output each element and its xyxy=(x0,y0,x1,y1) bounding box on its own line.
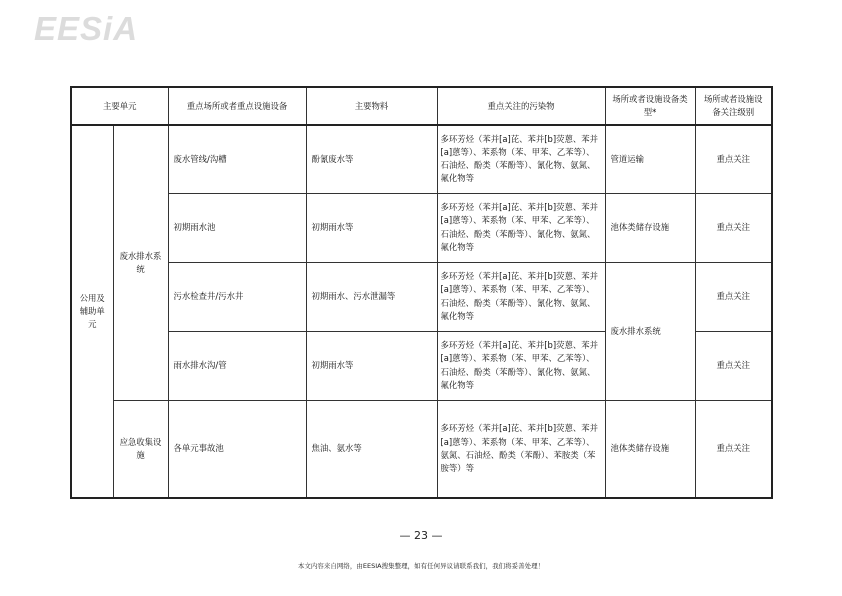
pollutants-cell: 多环芳烃（苯并[a]芘、苯并[b]荧蒽、苯并[a]蒽等）、苯系物（苯、甲苯、乙苯等）、石油烃、酚类（苯酚等）、氰化物、氨氮、氟化物等 xyxy=(437,262,605,331)
table-row xyxy=(71,400,772,498)
pollutants-cell: 多环芳烃（苯并[a]芘、苯并[b]荧蒽、苯并[a]蒽等）、苯系物（苯、甲苯、乙苯等）、石油烃、酚类（苯酚等）、氰化物、氨氮、氟化物等 xyxy=(437,331,605,400)
pollutant-table xyxy=(70,86,773,499)
level-cell: 重点关注 xyxy=(695,125,772,193)
table-row xyxy=(71,125,772,193)
level-cell: 重点关注 xyxy=(695,193,772,262)
facility-cell: 初期雨水池 xyxy=(168,193,306,262)
header-pollutants: 重点关注的污染物 xyxy=(437,87,605,125)
unit-level1-cell: 公用及辅助单元 xyxy=(71,125,113,498)
header-attention-level: 场所或者设施设备关注级别 xyxy=(695,87,772,125)
material-cell: 酚氰废水等 xyxy=(306,125,437,193)
type-cell: 池体类储存设施 xyxy=(605,193,695,262)
material-cell: 初期雨水等 xyxy=(306,331,437,400)
pollutants-cell: 多环芳烃（苯并[a]芘、苯并[b]荧蒽、苯并[a]蒽等）、苯系物（苯、甲苯、乙苯等）、氨氮、石油烃、酚类（苯酚）、苯胺类（苯胺等）等 xyxy=(437,400,605,498)
level-cell: 重点关注 xyxy=(695,262,772,331)
page-number: — 23 — xyxy=(399,529,443,542)
facility-cell: 污水检查井/污水井 xyxy=(168,262,306,331)
level-cell: 重点关注 xyxy=(695,331,772,400)
facility-cell: 废水管线/沟槽 xyxy=(168,125,306,193)
header-row xyxy=(71,87,772,125)
pollutants-cell: 多环芳烃（苯并[a]芘、苯并[b]荧蒽、苯并[a]蒽等）、苯系物（苯、甲苯、乙苯等）、石油烃、酚类（苯酚等）、氰化物、氨氮、氟化物等 xyxy=(437,125,605,193)
material-cell: 初期雨水、污水泄漏等 xyxy=(306,262,437,331)
material-cell: 初期雨水等 xyxy=(306,193,437,262)
facility-cell: 雨水排水沟/管 xyxy=(168,331,306,400)
header-facility-type: 场所或者设施设备类型* xyxy=(605,87,695,125)
group-emergency-cell: 应急收集设施 xyxy=(113,400,168,498)
pollutants-cell: 多环芳烃（苯并[a]芘、苯并[b]荧蒽、苯并[a]蒽等）、苯系物（苯、甲苯、乙苯等）、石油烃、酚类（苯酚等）、氰化物、氨氮、氟化物等 xyxy=(437,193,605,262)
table-row xyxy=(71,193,772,262)
group-wastewater-cell: 废水排水系统 xyxy=(113,125,168,400)
level-cell: 重点关注 xyxy=(695,400,772,498)
facility-cell: 各单元事故池 xyxy=(168,400,306,498)
header-material: 主要物料 xyxy=(306,87,437,125)
header-main-unit: 主要单元 xyxy=(71,87,168,125)
type-cell: 管道运输 xyxy=(605,125,695,193)
footer-notice: 本文内容来自网络，由EESIA搜集整理，如有任何异议请联系我们，我们将妥善处理！ xyxy=(297,562,545,570)
table-row xyxy=(71,262,772,331)
header-facility: 重点场所或者重点设施设备 xyxy=(168,87,306,125)
type-cell: 池体类储存设施 xyxy=(605,400,695,498)
material-cell: 焦油、氨水等 xyxy=(306,400,437,498)
logo: EESiA xyxy=(34,10,139,47)
type-cell: 废水排水系统 xyxy=(605,262,695,400)
